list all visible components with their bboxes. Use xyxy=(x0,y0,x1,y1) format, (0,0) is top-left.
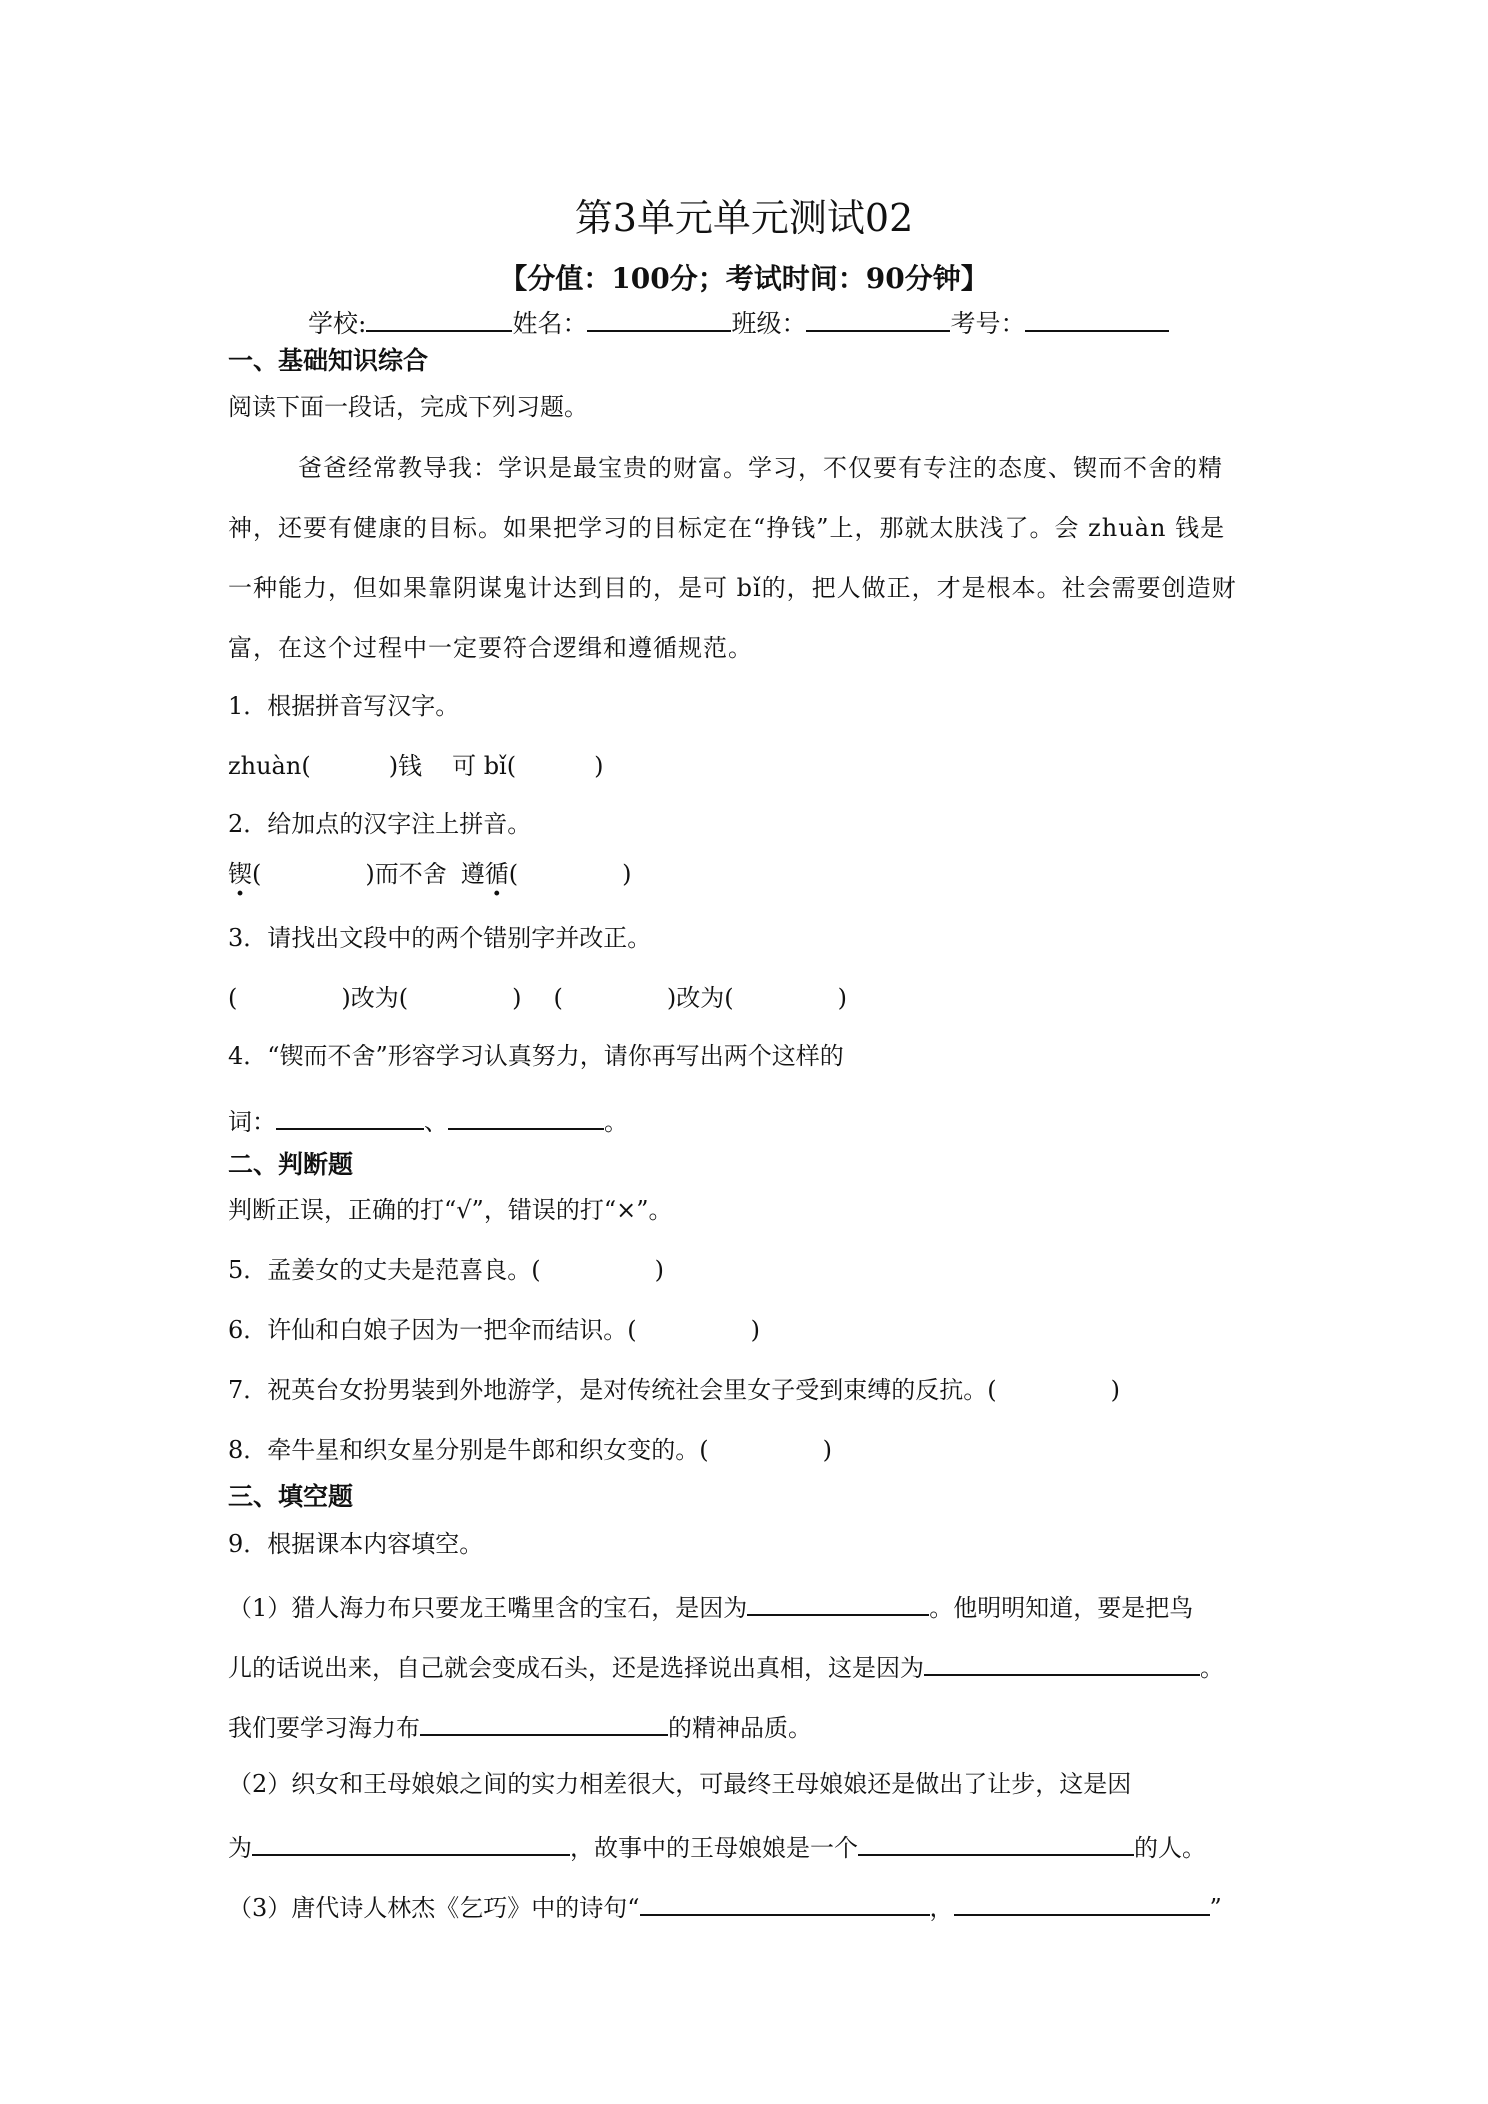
q2-text: )而不舍 xyxy=(365,860,447,888)
fill-text: 为 xyxy=(228,1834,252,1862)
class-blank[interactable] xyxy=(806,306,950,332)
fill-1-line-2 xyxy=(228,1650,1224,1683)
name-label: 姓名： xyxy=(512,309,588,338)
dotted-char: 循 xyxy=(484,860,509,888)
fill-text: 的人。 xyxy=(1134,1834,1206,1862)
question-7 xyxy=(228,1376,1120,1405)
answer-blank[interactable] xyxy=(924,1650,1200,1676)
exam-info: 【分值：100分；考试时间：90分钟】 xyxy=(499,262,989,295)
question-1-answer xyxy=(228,752,603,781)
q5-close: ) xyxy=(654,1256,665,1284)
question-3-answer xyxy=(228,984,847,1013)
class-label: 班级： xyxy=(731,309,807,338)
fill-text: 儿的话说出来，自己就会变成石头，还是选择说出真相，这是因为 xyxy=(228,1654,924,1682)
fill-text: 。他明明知道，要是把鸟 xyxy=(929,1594,1194,1622)
q3-open: ( xyxy=(553,984,563,1012)
q2-open: ( xyxy=(252,860,262,888)
answer-blank[interactable] xyxy=(747,1590,929,1616)
fill-1-line-1 xyxy=(228,1590,1193,1623)
q3-text: )改为( xyxy=(666,984,734,1012)
fill-1-line-3 xyxy=(228,1710,812,1743)
q7-close: ) xyxy=(1110,1376,1121,1404)
section-3-heading: 三、填空题 xyxy=(228,1482,354,1511)
section-1-intro: 阅读下面一段话，完成下列习题。 xyxy=(228,393,588,421)
section-2-intro: 判断正误，正确的打“√”，错误的打“×”。 xyxy=(228,1196,673,1224)
q4-label: 词： xyxy=(228,1108,276,1136)
section-2-heading: 二、判断题 xyxy=(228,1150,354,1179)
q2-open: ( xyxy=(508,860,519,888)
passage-line-2: 神，还要有健康的目标。如果把学习的目标定在“挣钱”上，那就太肤浅了。会 zhuàn 钱是 xyxy=(228,514,1226,542)
q8-text: 8．牵牛星和织女星分别是牛郎和织女变的。( xyxy=(228,1436,709,1464)
question-9: 9．根据课本内容填空。 xyxy=(228,1530,484,1558)
fill-text: ， xyxy=(929,1894,954,1922)
passage-line-4: 富，在这个过程中一定要符合逻缉和遵循规范。 xyxy=(228,634,753,662)
question-1: 1．根据拼音写汉字。 xyxy=(228,692,460,720)
fill-3-line-1 xyxy=(228,1890,1222,1923)
question-2-answer xyxy=(228,860,632,889)
answer-blank[interactable] xyxy=(448,1104,604,1130)
student-info-line xyxy=(308,306,1169,339)
page-title: 第3单元单元测试02 xyxy=(574,196,914,240)
question-4-answer xyxy=(228,1104,628,1137)
question-3: 3．请找出文段中的两个错别字并改正。 xyxy=(228,924,652,952)
name-blank[interactable] xyxy=(587,306,731,332)
q3-open: ( xyxy=(228,984,238,1012)
school-label: 学校: xyxy=(308,309,367,338)
answer-blank[interactable] xyxy=(640,1890,930,1916)
question-2: 2．给加点的汉字注上拼音。 xyxy=(228,810,532,838)
q3-close: ) xyxy=(837,984,847,1012)
fill-text: （3）唐代诗人林杰《乞巧》中的诗句“ xyxy=(228,1894,640,1922)
number-blank[interactable] xyxy=(1025,306,1169,332)
q4-sep: 、 xyxy=(424,1108,448,1136)
question-5 xyxy=(228,1256,664,1285)
q7-text: 7．祝英台女扮男装到外地游学，是对传统社会里女子受到束缚的反抗。( xyxy=(228,1376,997,1404)
q1-close: ) xyxy=(594,752,604,780)
q6-close: ) xyxy=(750,1316,761,1344)
fill-2-line-2 xyxy=(228,1830,1206,1863)
dotted-char: 锲 xyxy=(228,860,252,888)
q3-text: )改为( xyxy=(341,984,409,1012)
fill-text: 的精神品质。 xyxy=(668,1714,812,1742)
school-blank[interactable] xyxy=(366,306,512,332)
fill-text: 我们要学习海力布 xyxy=(228,1714,420,1742)
answer-blank[interactable] xyxy=(954,1890,1210,1916)
q8-close: ) xyxy=(822,1436,833,1464)
question-6 xyxy=(228,1316,760,1345)
question-4: 4．“锲而不舍”形容学习认真努力，请你再写出两个这样的 xyxy=(228,1042,844,1070)
number-label: 考号： xyxy=(950,309,1026,338)
answer-blank[interactable] xyxy=(420,1710,668,1736)
fill-text: （1）猎人海力布只要龙王嘴里含的宝石，是因为 xyxy=(228,1594,748,1622)
q3-close: ) xyxy=(512,984,522,1012)
answer-blank[interactable] xyxy=(252,1830,570,1856)
answer-blank[interactable] xyxy=(276,1104,424,1130)
fill-text: 。 xyxy=(1200,1654,1224,1682)
pinyin-zhuan: zhuàn( xyxy=(228,752,311,780)
fill-text: ，故事中的王母娘娘是一个 xyxy=(570,1834,858,1862)
pinyin-bi: 可 bǐ( xyxy=(452,752,517,780)
q4-end: 。 xyxy=(604,1108,628,1136)
passage-line-1: 爸爸经常教导我：学识是最宝贵的财富。学习，不仅要有专注的态度、锲而不舍的精 xyxy=(298,454,1223,482)
q6-text: 6．许仙和白娘子因为一把伞而结识。( xyxy=(228,1316,637,1344)
fill-text: ” xyxy=(1209,1894,1222,1922)
fill-2-line-1: （2）织女和王母娘娘之间的实力相差很大，可最终王母娘娘还是做出了让步，这是因 xyxy=(228,1770,1132,1798)
q5-text: 5．孟姜女的丈夫是范喜良。( xyxy=(228,1256,541,1284)
section-1-heading: 一、基础知识综合 xyxy=(228,346,429,375)
question-8 xyxy=(228,1436,832,1465)
q1-text: )钱 xyxy=(388,752,423,780)
q2-text: 遵 xyxy=(460,860,485,888)
passage-line-3: 一种能力，但如果靠阴谋鬼计达到目的，是可 bǐ的，把人做正，才是根本。社会需要创造财 xyxy=(228,574,1237,602)
answer-blank[interactable] xyxy=(858,1830,1134,1856)
q2-close: ) xyxy=(622,860,632,888)
